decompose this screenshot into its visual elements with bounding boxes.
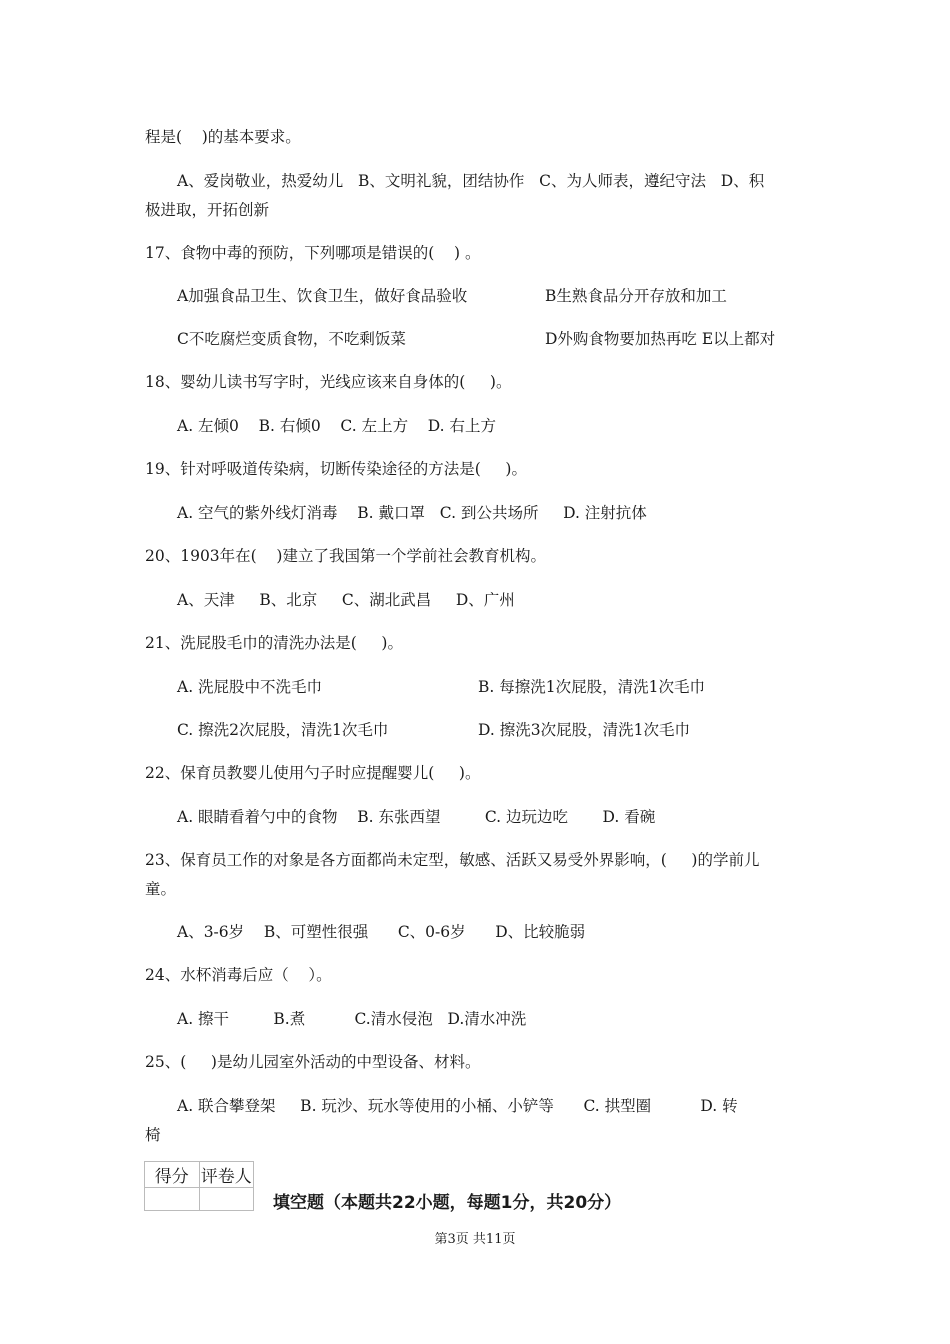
question-17-option-b: B生熟食品分开存放和加工 — [545, 287, 727, 305]
question-23-options: A、3-6岁 B、可塑性很强 C、0-6岁 D、比较脆弱 — [177, 923, 586, 941]
question-23-stem-line-2: 童。 — [145, 880, 177, 898]
question-22-options: A. 眼睛看着勺中的食物 B. 东张西望 C. 边玩边吃 D. 看碗 — [177, 808, 656, 826]
question-16-stem-tail: 程是( )的基本要求。 — [145, 128, 301, 146]
score-label: 得分 — [145, 1162, 200, 1188]
question-21-option-c: C. 擦洗2次屁股，清洗1次毛巾 — [177, 721, 389, 739]
question-22-stem: 22、保育员教婴儿使用勺子时应提醒婴儿( )。 — [145, 764, 481, 782]
question-18-options: A. 左倾0 B. 右倾0 C. 左上方 D. 右上方 — [177, 417, 497, 435]
question-21-option-d: D. 擦洗3次屁股，清洗1次毛巾 — [478, 721, 690, 739]
question-17-option-a: A加强食品卫生、饮食卫生，做好食品验收 — [177, 287, 468, 305]
question-16-options-line-1: A、爱岗敬业，热爱幼儿 B、文明礼貌，团结协作 C、为人师表，遵纪守法 D、积 — [177, 172, 765, 190]
question-18-stem: 18、婴幼儿读书写字时，光线应该来自身体的( )。 — [145, 373, 512, 391]
question-25-options-line-2: 椅 — [145, 1126, 161, 1144]
question-24-options: A. 擦干 B.煮 C.清水侵泡 D.清水冲洗 — [177, 1010, 527, 1028]
question-19-stem: 19、针对呼吸道传染病，切断传染途径的方法是( )。 — [145, 460, 527, 478]
question-24-stem: 24、水杯消毒后应（ ）。 — [145, 966, 332, 984]
question-19-options: A. 空气的紫外线灯消毒 B. 戴口罩 C. 到公共场所 D. 注射抗体 — [177, 504, 647, 522]
question-25-options-line-1: A. 联合攀登架 B. 玩沙、玩水等使用的小桶、小铲等 C. 拱型圈 D. 转 — [177, 1097, 738, 1115]
grader-cell — [199, 1188, 254, 1211]
grader-label: 评卷人 — [199, 1162, 254, 1188]
question-16-options-line-2: 极进取，开拓创新 — [145, 201, 270, 219]
question-21-stem: 21、洗屁股毛巾的清洗办法是( )。 — [145, 634, 403, 652]
question-20-options: A、天津 B、北京 C、湖北武昌 D、广州 — [177, 591, 515, 609]
score-cell — [145, 1188, 200, 1211]
section-title: 填空题（本题共22小题，每题1分，共20分） — [273, 1193, 622, 1213]
page-footer: 第3页 共11页 — [434, 1232, 516, 1247]
question-25-stem: 25、( )是幼儿园室外活动的中型设备、材料。 — [145, 1053, 481, 1071]
question-20-stem: 20、1903年在( )建立了我国第一个学前社会教育机构。 — [145, 547, 546, 565]
question-21-option-b: B. 每擦洗1次屁股，清洗1次毛巾 — [478, 678, 705, 696]
question-23-stem-line-1: 23、保育员工作的对象是各方面都尚未定型，敏感、活跃又易受外界影响，( )的学前儿 — [145, 851, 760, 869]
question-17-option-c: C不吃腐烂变质食物，不吃剩饭菜 — [177, 330, 406, 348]
score-grader-box — [144, 1161, 254, 1211]
question-21-option-a: A. 洗屁股中不洗毛巾 — [177, 678, 323, 696]
question-17-option-de: D外购食物要加热再吃 E以上都对 — [545, 330, 776, 348]
question-17-stem: 17、食物中毒的预防，下列哪项是错误的( ) 。 — [145, 244, 481, 262]
